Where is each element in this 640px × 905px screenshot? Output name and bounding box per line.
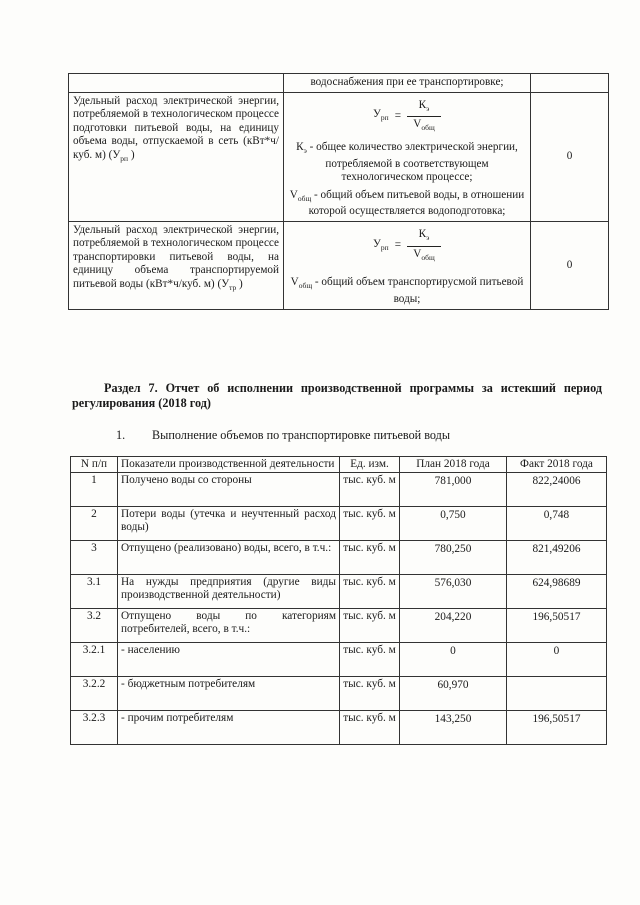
row-unit: тыс. куб. м <box>340 609 400 643</box>
row-unit: тыс. куб. м <box>340 711 400 745</box>
table-row <box>71 643 607 677</box>
formula-row-transport <box>69 221 609 309</box>
row-number: 3.2.2 <box>71 677 118 711</box>
formula-table <box>68 73 609 310</box>
row-number: 3 <box>71 541 118 575</box>
table-row <box>71 473 607 507</box>
row-unit: тыс. куб. м <box>340 541 400 575</box>
row-fact: 0 <box>507 643 607 677</box>
formula: $У_{рп}$ = $К_э$ $V_{общ}$ <box>373 99 441 135</box>
row-indicator: Отпущено воды по категориям потребителей, всего, в т.ч.: <box>118 609 340 643</box>
row-unit: тыс. куб. м <box>340 677 400 711</box>
formula-row-preparation <box>69 92 609 221</box>
row-indicator: Потери воды (утечка и неучтенный расход воды) <box>118 507 340 541</box>
section-title: Раздел 7. Отчет об исполнении производственной программы за истекший период регулирования (2018 год) <box>72 381 602 410</box>
row-indicator: - прочим потребителям <box>118 711 340 745</box>
indicator-description: Удельный расход электрической энергии, потребляемой в технологическом процессе транспортировки питьевой воды, на единицу объема транспортируемой питьевой воды (кВт*ч/куб. м) ($У_{тр}$ ) <box>69 221 284 309</box>
row-number: 3.1 <box>71 575 118 609</box>
production-table <box>70 456 607 745</box>
row-plan: 780,250 <box>400 541 507 575</box>
col-header-number: N п/п <box>71 457 118 473</box>
row-unit: тыс. куб. м <box>340 507 400 541</box>
row-unit: тыс. куб. м <box>340 643 400 677</box>
table-row <box>71 541 607 575</box>
row-fact: 821,49206 <box>507 541 607 575</box>
row-indicator: На нужды предприятия (другие виды производственной деятельности) <box>118 575 340 609</box>
col-header-fact: Факт 2018 года <box>507 457 607 473</box>
row-plan: 781,000 <box>400 473 507 507</box>
row-plan: 576,030 <box>400 575 507 609</box>
formula-cell <box>284 92 531 221</box>
row-fact: 822,24006 <box>507 473 607 507</box>
indicator-description: Удельный расход электрической энергии, потребляемой в технологическом процессе подготовки питьевой воды, на единицу объема воды, отпускаемой в сеть (кВт*ч/куб. м) ($У_{рп}$ ) <box>69 92 284 221</box>
table-row <box>71 609 607 643</box>
row-number: 2 <box>71 507 118 541</box>
row-plan: 0,750 <box>400 507 507 541</box>
row-indicator: - бюджетным потребителям <box>118 677 340 711</box>
continuation-text: водоснабжения при ее транспортировке; <box>284 74 531 93</box>
item-heading <box>116 428 450 443</box>
row-number: 1 <box>71 473 118 507</box>
formula-table-continuation-row <box>69 74 609 93</box>
fraction-line <box>407 116 441 117</box>
row-indicator: Получено воды со стороны <box>118 473 340 507</box>
row-fact: 624,98689 <box>507 575 607 609</box>
table-row <box>71 507 607 541</box>
row-unit: тыс. куб. м <box>340 575 400 609</box>
table-header-row <box>71 457 607 473</box>
row-indicator: - населению <box>118 643 340 677</box>
table-row <box>71 677 607 711</box>
row-fact: 0,748 <box>507 507 607 541</box>
row-unit: тыс. куб. м <box>340 473 400 507</box>
formula-cell <box>284 221 531 309</box>
row-number: 3.2.1 <box>71 643 118 677</box>
col-header-plan: План 2018 года <box>400 457 507 473</box>
row-plan: 60,970 <box>400 677 507 711</box>
row-number: 3.2.3 <box>71 711 118 745</box>
row-fact: 196,50517 <box>507 609 607 643</box>
formula-explanation: $V_{общ}$ - общий объем транспортирусмой питьевой воды; <box>290 276 524 306</box>
col-header-indicator: Показатели производственной деятельности <box>118 457 340 473</box>
formula: $У_{рп}$ = $К_э$ $V_{общ}$ <box>373 228 441 264</box>
item-number: 1. <box>116 428 126 442</box>
fraction-line <box>407 246 441 247</box>
indicator-value: 0 <box>531 221 609 309</box>
indicator-value: 0 <box>531 92 609 221</box>
row-plan: 204,220 <box>400 609 507 643</box>
item-title: Выполнение объемов по транспортировке питьевой воды <box>152 428 451 442</box>
row-plan: 0 <box>400 643 507 677</box>
row-indicator: Отпущено (реализовано) воды, всего, в т.ч.: <box>118 541 340 575</box>
row-number: 3.2 <box>71 609 118 643</box>
row-plan: 143,250 <box>400 711 507 745</box>
col-header-unit: Ед. изм. <box>340 457 400 473</box>
row-fact: 196,50517 <box>507 711 607 745</box>
formula-explanation: $К_э$ - общее количество электрической энергии, потребляемой в соответствующем технологическом процессе; <box>296 140 518 184</box>
table-row <box>71 575 607 609</box>
formula-explanation: $V_{общ}$ - общий объем питьевой воды, в отношении которой осуществляется водоподготовка; <box>289 188 525 218</box>
table-row <box>71 711 607 745</box>
row-fact <box>507 677 607 711</box>
